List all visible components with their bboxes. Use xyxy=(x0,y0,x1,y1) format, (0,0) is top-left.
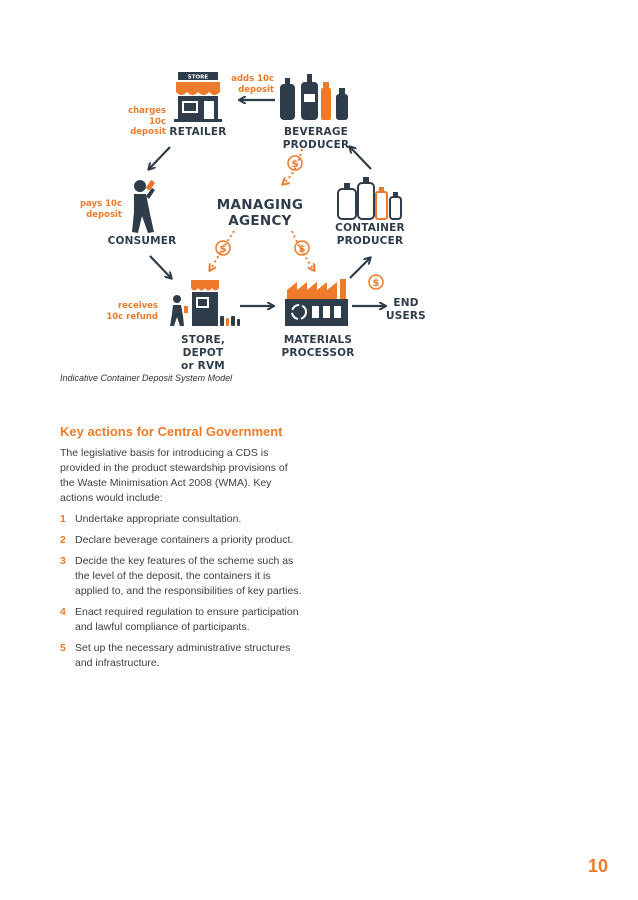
list-item xyxy=(60,554,305,599)
list-item-number: 1 xyxy=(60,513,66,525)
dollar-coin-symbol: $ xyxy=(298,244,306,255)
retailer-store-icon xyxy=(174,72,222,122)
materials-processor-label: MATERIALS PROCESSOR xyxy=(281,334,355,359)
pays-deposit-note: pays 10c deposit xyxy=(80,199,122,220)
list-item-number: 3 xyxy=(60,555,66,567)
consumer-label: CONSUMER xyxy=(107,235,177,247)
end-users-label: END USERS xyxy=(386,297,426,322)
consumer-person-icon xyxy=(132,180,155,233)
retailer-label: RETAILER xyxy=(169,126,227,138)
page-number: 10 xyxy=(587,856,608,876)
list-item-number: 5 xyxy=(60,642,66,654)
dollar-coin-icon xyxy=(295,241,309,255)
list-item-number: 4 xyxy=(60,606,66,618)
list-item-text: Set up the necessary administrative structures and infrastructure. xyxy=(75,642,291,669)
container-bottles-icon xyxy=(338,177,401,219)
store-sign-text: STORE xyxy=(187,74,209,81)
receives-refund-note: receives 10c refund xyxy=(106,301,158,322)
list-item xyxy=(60,533,305,548)
dollar-coin-icon xyxy=(369,275,383,289)
dollar-coin-symbol: $ xyxy=(291,159,299,170)
key-actions-list xyxy=(60,512,305,677)
materials-processor-icon xyxy=(285,279,348,326)
dollar-coin-icon xyxy=(216,241,230,255)
list-item-text: Enact required regulation to ensure participation and lawful compliance of participants. xyxy=(75,606,299,633)
dollar-coin-symbol: $ xyxy=(372,278,380,289)
container-producer-label: CONTAINER PRODUCER xyxy=(335,222,405,247)
section-heading: Key actions for Central Government xyxy=(60,424,283,439)
beverage-bottles-icon xyxy=(280,74,348,120)
diagram-caption: Indicative Container Deposit System Model xyxy=(60,373,233,383)
list-item-text: Decide the key features of the scheme such as the level of the deposit, the containers it is applied to, and the responsibilities of key parties. xyxy=(75,555,302,597)
list-item-number: 2 xyxy=(60,534,66,546)
store-depot-label: STORE, DEPOT or RVM xyxy=(180,334,226,372)
intro-paragraph: The legislative basis for introducing a CDS is provided in the product stewardship provisions of the Waste Minimisation Act 2008 (WMA). Key actions would include: xyxy=(60,447,288,504)
adds-deposit-note: adds 10c deposit xyxy=(231,74,274,95)
list-item-text: Undertake appropriate consultation. xyxy=(75,513,242,525)
dollar-coin-icon xyxy=(288,156,302,170)
managing-agency-label: MANAGING AGENCY xyxy=(216,197,304,229)
list-item-text: Declare beverage containers a priority product. xyxy=(75,534,294,546)
store-depot-icon xyxy=(170,280,240,326)
list-item xyxy=(60,641,305,671)
charges-deposit-note: charges 10c deposit xyxy=(128,106,166,137)
list-item xyxy=(60,512,305,527)
list-item xyxy=(60,605,305,635)
dollar-coin-symbol: $ xyxy=(219,244,227,255)
beverage-producer-label: BEVERAGE PRODUCER xyxy=(282,126,350,151)
